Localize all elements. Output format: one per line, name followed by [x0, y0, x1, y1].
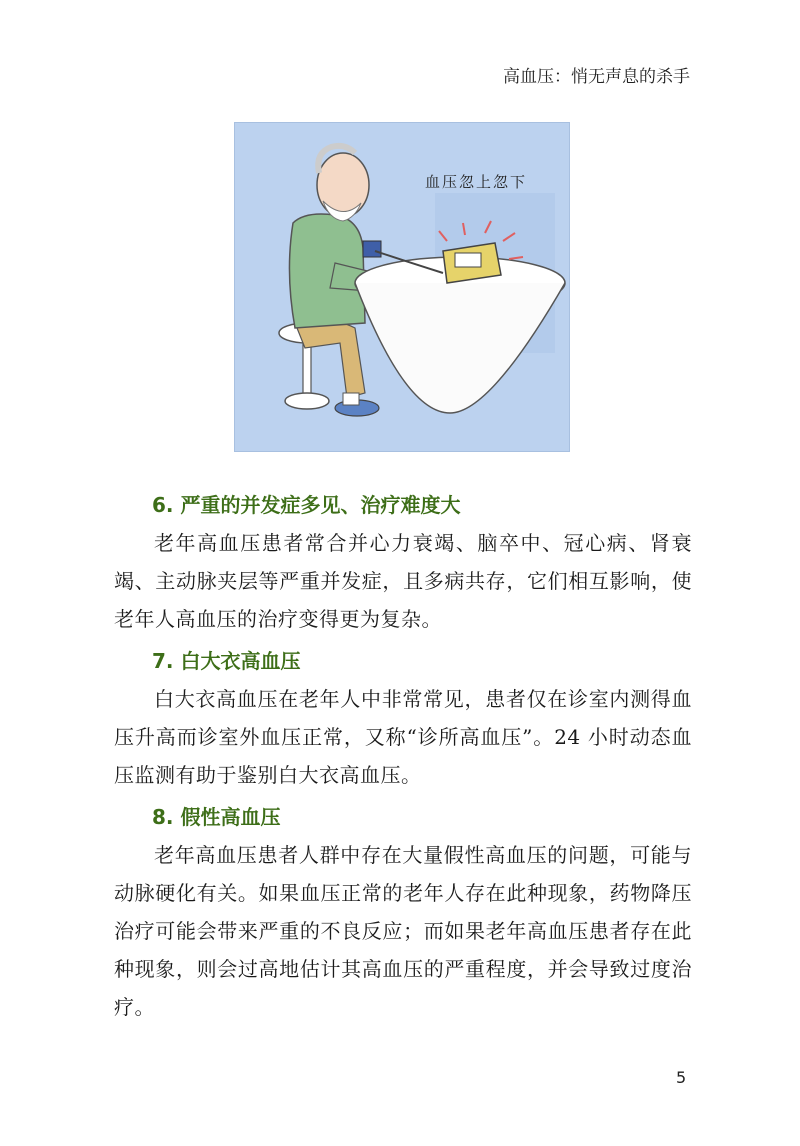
illustration-caption: 血压忽上忽下	[425, 173, 528, 191]
section-paragraph-7: 白大衣高血压在老年人中非常常见，患者仅在诊室内测得血压升高而诊室外血压正常，又称“诊所高血压”。24 小时动态血压监测有助于鉴别白大衣高血压。	[114, 687, 692, 787]
section-heading-8: 8. 假性高血压	[152, 805, 281, 829]
section-heading-6: 6. 严重的并发症多见、治疗难度大	[152, 493, 461, 517]
section-paragraph-6: 老年高血压患者常合并心力衰竭、脑卒中、冠心病、肾衰竭、主动脉夹层等严重并发症，且多病共存，它们相互影响，使老年人高血压的治疗变得更为复杂。	[114, 531, 692, 631]
page-content	[114, 486, 692, 1030]
running-header: 高血压：悄无声息的杀手	[503, 67, 690, 87]
section-paragraph-8: 老年高血压患者人群中存在大量假性高血压的问题，可能与动脉硬化有关。如果血压正常的老年人存在此种现象，药物降压治疗可能会带来严重的不良反应；而如果老年高血压患者存在此种现象，则会过高地估计其高血压的严重程度，并会导致过度治疗。	[114, 843, 692, 1019]
illustration-elderly-man-bp-monitor	[234, 122, 570, 452]
section-heading-7: 7. 白大衣高血压	[152, 649, 301, 673]
page-number: 5	[676, 1068, 687, 1087]
